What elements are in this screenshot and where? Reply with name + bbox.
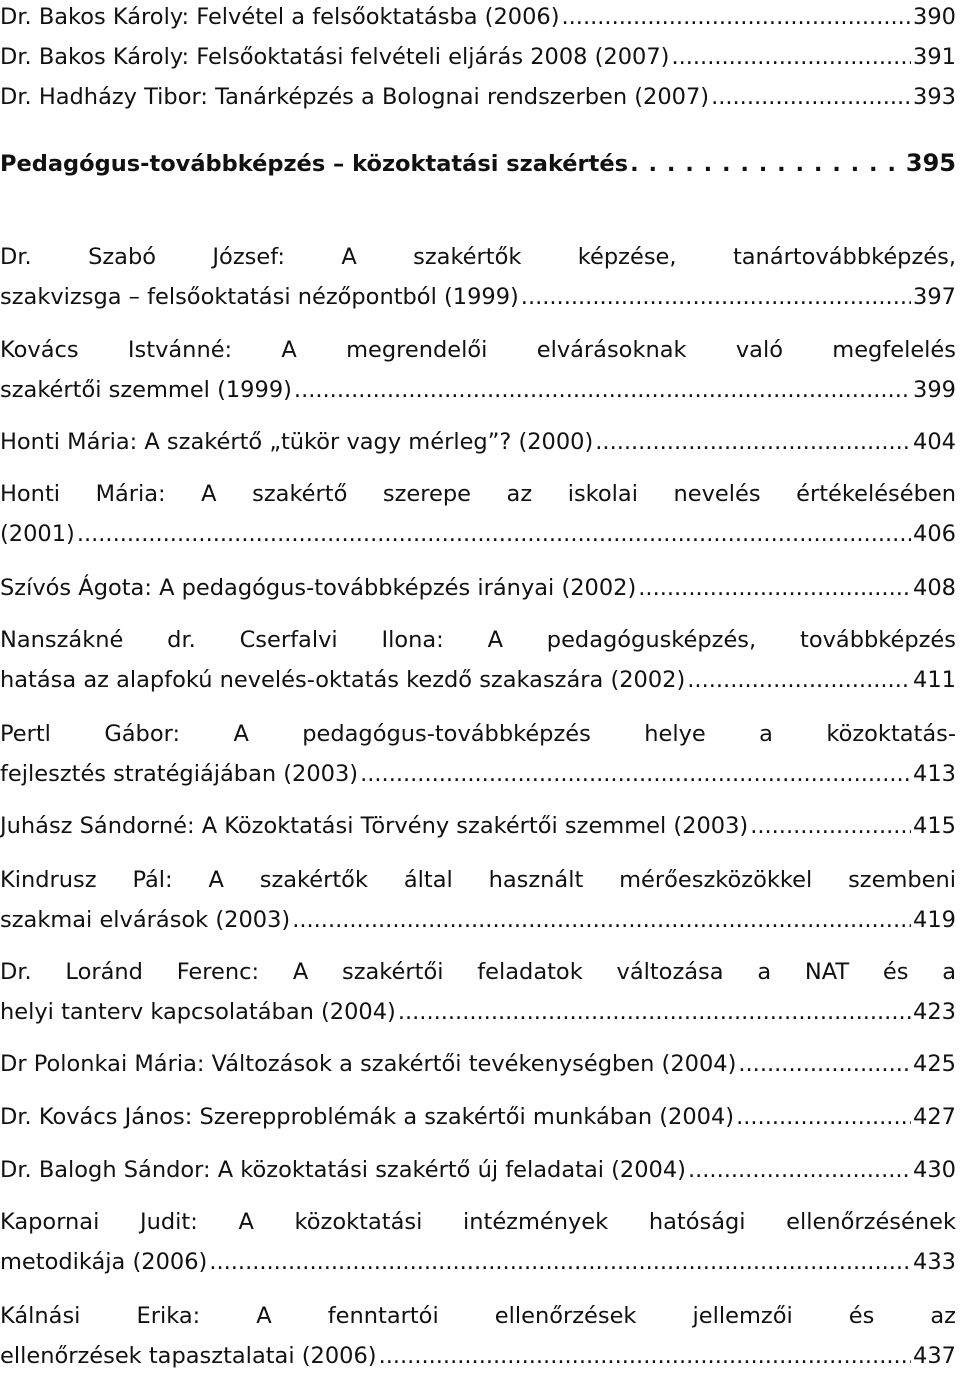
dot-leader <box>688 1150 911 1190</box>
toc-line <box>0 370 956 410</box>
toc-page-number: 437 <box>913 1343 956 1369</box>
toc-page-number: 430 <box>913 1157 956 1183</box>
toc-entry-title-continued: szakvizsga – felsőoktatási nézőpontból (1999) <box>0 284 519 310</box>
toc-line <box>0 568 956 608</box>
toc-line <box>0 37 956 77</box>
toc-line <box>0 514 956 554</box>
dot-leader <box>562 0 912 37</box>
toc-page-number: 408 <box>913 575 956 601</box>
dot-leader <box>638 568 911 608</box>
toc-line <box>0 1336 956 1376</box>
toc-page-number: 413 <box>913 761 956 787</box>
dot-leader <box>521 277 911 317</box>
toc-entry <box>0 422 956 462</box>
toc-page-number: 395 <box>905 149 956 177</box>
dot-leader <box>671 37 911 77</box>
toc-page-number: 406 <box>913 521 956 547</box>
toc-heading-title: Pedagógus-továbbképzés – közoktatási szakértés <box>0 151 629 177</box>
dot-leader <box>398 992 911 1032</box>
toc-entry-title: Kindrusz Pál: A szakértők által használt mérőeszközökkel szembeni <box>0 867 956 893</box>
toc-line <box>0 1044 956 1084</box>
toc-line <box>0 1242 956 1282</box>
toc-page-number: 433 <box>913 1249 956 1275</box>
toc-line <box>0 330 956 370</box>
toc-entry-title: Dr. Bakos Károly: Felsőoktatási felvételi eljárás 2008 (2007) <box>0 44 670 70</box>
dot-leader <box>292 900 911 940</box>
toc-entry-title: Szívós Ágota: A pedagógus-továbbképzés irányai (2002) <box>0 575 637 601</box>
toc-page-number: 427 <box>913 1104 956 1130</box>
toc-page-number: 423 <box>913 999 956 1025</box>
dot-leader <box>630 144 904 184</box>
toc-entry-title: Kovács Istvánné: A megrendelői elvárásoknak való megfelelés <box>0 337 956 363</box>
dot-leader <box>209 1242 911 1282</box>
toc-entry <box>0 330 956 410</box>
toc-entry-title-continued: szakmai elvárások (2003) <box>0 907 291 933</box>
toc-entry <box>0 37 956 77</box>
toc-entry <box>0 714 956 794</box>
toc-page-number: 404 <box>913 429 956 455</box>
toc-entry-title-continued: ellenőrzések tapasztalatai (2006) <box>0 1343 377 1369</box>
toc-entry-title: Dr. Hadházy Tibor: Tanárképzés a Bolognai rendszerben (2007) <box>0 84 710 110</box>
toc-entry <box>0 1097 956 1137</box>
toc-entry <box>0 1150 956 1190</box>
toc-line <box>0 714 956 754</box>
dot-leader <box>360 754 911 794</box>
toc-page-number: 397 <box>913 284 956 310</box>
toc-line <box>0 237 956 277</box>
toc-page-number: 419 <box>913 907 956 933</box>
toc-entry-title: Juhász Sándorné: A Közoktatási Törvény szakértői szemmel (2003) <box>0 813 749 839</box>
toc-entry-title: Pertl Gábor: A pedagógus-továbbképzés helye a közoktatás- <box>0 721 956 747</box>
toc-entry-title: Dr. Kovács János: Szerepproblémák a szakértői munkában (2004) <box>0 1104 735 1130</box>
toc-line <box>0 660 956 700</box>
toc-entry <box>0 620 956 700</box>
toc-entry <box>0 474 956 554</box>
toc-entry-title: Nanszákné dr. Cserfalvi Ilona: A pedagógusképzés, továbbképzés <box>0 627 956 653</box>
toc-line <box>0 754 956 794</box>
toc-entry <box>0 1044 956 1084</box>
toc-entry-title: Honti Mária: A szakértő „tükör vagy mérleg”? (2000) <box>0 429 594 455</box>
toc-line <box>0 900 956 940</box>
toc-entry-title-continued: metodikája (2006) <box>0 1249 208 1275</box>
toc-line <box>0 1097 956 1137</box>
toc-entry-title-continued: (2001) <box>0 521 75 547</box>
toc-entry <box>0 806 956 846</box>
toc-line <box>0 806 956 846</box>
toc-entry-title: Dr Polonkai Mária: Változások a szakértői tevékenységben (2004) <box>0 1051 737 1077</box>
toc-entry-title: Kapornai Judit: A közoktatási intézmények hatósági ellenőrzésének <box>0 1209 956 1235</box>
toc-entry <box>0 0 956 37</box>
toc-entry-title: Dr. Balogh Sándor: A közoktatási szakértő új feladatai (2004) <box>0 1157 686 1183</box>
dot-leader <box>711 77 911 117</box>
toc-line <box>0 620 956 660</box>
toc-entry-title: Dr. Szabó József: A szakértők képzése, tanártovábbképzés, <box>0 244 956 270</box>
toc-line <box>0 422 956 462</box>
dot-leader <box>738 1044 911 1084</box>
toc-page-number: 399 <box>913 377 956 403</box>
toc-section-heading <box>0 143 956 184</box>
dot-leader <box>736 1097 911 1137</box>
toc-entry <box>0 952 956 1032</box>
toc-entry <box>0 568 956 608</box>
toc-entry <box>0 1202 956 1282</box>
toc-entry <box>0 77 956 117</box>
dot-leader <box>750 806 911 846</box>
dot-leader <box>77 514 911 554</box>
dot-leader <box>595 422 911 462</box>
toc-line <box>0 1296 956 1336</box>
toc-entry-title-continued: hatása az alapfokú nevelés-oktatás kezdő szakaszára (2002) <box>0 667 686 693</box>
toc-entry-title: Dr. Loránd Ferenc: A szakértői feladatok változása a NAT és a <box>0 959 956 985</box>
toc-page-number: 425 <box>913 1051 956 1077</box>
toc-entry <box>0 860 956 940</box>
toc-line <box>0 952 956 992</box>
toc-line <box>0 1150 956 1190</box>
toc-line <box>0 474 956 514</box>
toc-page-number: 390 <box>913 4 956 30</box>
toc-line <box>0 277 956 317</box>
toc-line <box>0 992 956 1032</box>
toc-line <box>0 860 956 900</box>
toc-line <box>0 1202 956 1242</box>
toc-entry-title-continued: szakértői szemmel (1999) <box>0 377 292 403</box>
toc-entry-title-continued: fejlesztés stratégiájában (2003) <box>0 761 359 787</box>
toc-entry-title: Honti Mária: A szakértő szerepe az iskolai nevelés értékelésében <box>0 481 956 507</box>
toc-entry <box>0 1296 956 1376</box>
toc-line <box>0 77 956 117</box>
toc-page-number: 393 <box>913 84 956 110</box>
toc-entry-title: Dr. Bakos Károly: Felvétel a felsőoktatásba (2006) <box>0 4 560 30</box>
toc-page-number: 411 <box>913 667 956 693</box>
toc-line <box>0 0 956 37</box>
dot-leader <box>687 660 911 700</box>
toc-line <box>0 143 956 184</box>
dot-leader <box>379 1336 911 1376</box>
toc-page-number: 415 <box>913 813 956 839</box>
toc-page-number: 391 <box>913 44 956 70</box>
dot-leader <box>294 370 911 410</box>
toc-entry-title-continued: helyi tanterv kapcsolatában (2004) <box>0 999 396 1025</box>
toc-entry <box>0 237 956 317</box>
toc-entry-title: Kálnási Erika: A fenntartói ellenőrzések jellemzői és az <box>0 1303 956 1329</box>
